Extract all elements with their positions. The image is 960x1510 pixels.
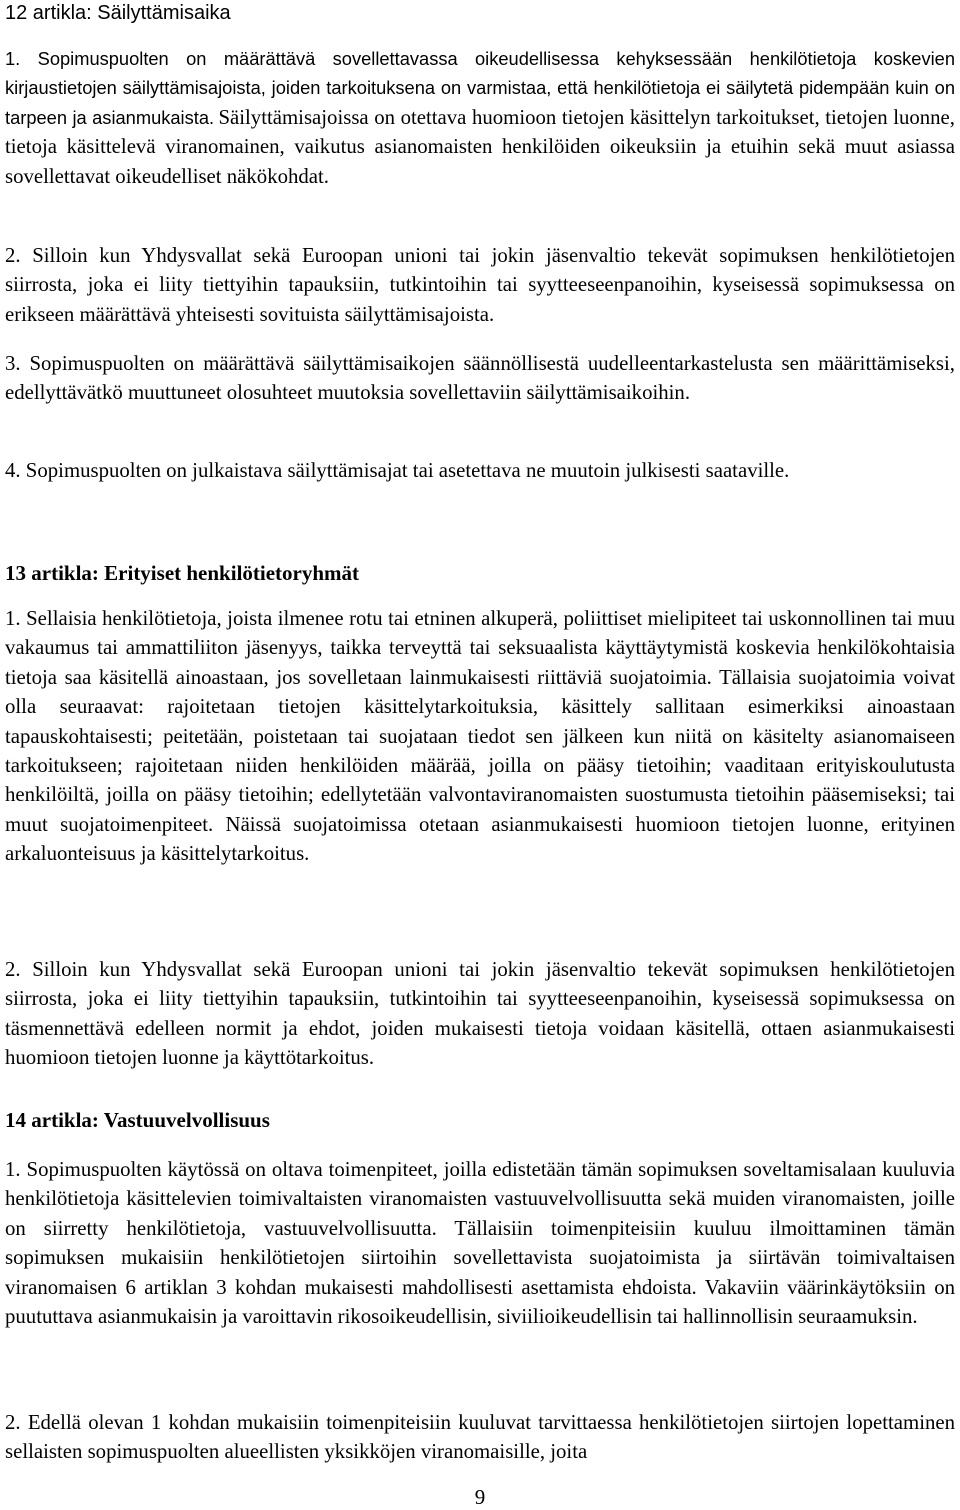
- paragraph-13-2: 2. Silloin kun Yhdysvallat sekä Euroopan unioni tai jokin jäsenvaltio tekevät sopimuksen henkilötietojen siirrosta, joka ei liity tiettyihin tapauksiin, tutkintoihin tai syytteeseenpanoihin, kyseisessä sopimuksessa on täsmennettävä edelleen normit ja ehdot, joiden mukaisesti tietoja voidaan käsitellä, ottaen asianmukaisesti huomioon tietojen luonne ja käyttötarkoitus.: [5, 958, 955, 1070]
- paragraph-12-4: 4. Sopimuspuolten on julkaistava säilyttämisajat tai asetettava ne muutoin julkisesti saataville.: [5, 459, 790, 482]
- paragraph-12-1-part-a: 1. Sopimuspuolten on määrättävä sovellettavassa oikeudellisessa kehyksessään henkilötietoja koskevien kirjaustietojen säilyttämisajoista, joiden tarkoituksena on varmistaa, että henkilötietoja ei säilytetä pidempään kuin on tarpeen ja asianmukaista.: [5, 48, 955, 128]
- paragraph-14-1: 1. Sopimuspuolten käytössä on oltava toimenpiteet, joilla edistetään tämän sopimuksen soveltamisalaan kuuluvia henkilötietoja käsittelevien toimivaltaisten viranomaisten vastuuvelvollisuutta sekä muiden viranomaisten, joille on siirretty henkilötietoja, vastuuvelvollisuutta. Tällaisiin toimenpiteisiin kuuluu ilmoittaminen tämän sopimuksen mukaisiin henkilötietojen siirtoihin sovellettavista suojatoimista ja siirtävän toimivaltaisen viranomaisen 6 artiklan 3 kohdan mukaisesti mahdollisesti asettamista ehdoista. Vakaviin väärinkäytöksiin on puututtava asianmukaisin ja varoittavin rikosoikeudellisin, siviilioikeudellisin tai hallinnollisin seuraamuksin.: [5, 1158, 955, 1329]
- section-heading-14: 14 artikla: Vastuuvelvollisuus: [5, 1108, 270, 1132]
- paragraph-14-2: 2. Edellä olevan 1 kohdan mukaisiin toimenpiteisiin kuuluvat tarvittaessa henkilötietojen siirtojen lopettaminen sellaisten sopimuspuolten alueellisten yksikköjen viranomaisille, joita: [5, 1411, 955, 1464]
- paragraph-13-1: 1. Sellaisia henkilötietoja, joista ilmenee rotu tai etninen alkuperä, poliittiset mielipiteet tai uskonnollinen tai muu vakaumus tai ammattiliiton jäsenyys, taikka terveyttä tai seksuaalista käyttäytymistä koskevia henkilökohtaisia tietoja saa käsitellä ainoastaan, jos sovelletaan lainmukaisesti riittäviä suojatoimia. Tällaisia suojatoimia voivat olla seuraavat: rajoitetaan tietojen käsittelytarkoituksia, käsittely sallitaan esimerkiksi ainoastaan tapauskohtaisesti; peitetään, poistetaan tai suojataan tiedot sen jälkeen kun niitä on käsitelty asianomaiseen tarkoitukseen; rajoitetaan niiden henkilöiden määrää, joilla on pääsy tietoihin; vaaditaan erityiskoulutusta henkilöiltä, joilla on pääsy tietoihin; edellytetään valvontaviranomaisten suostumusta tietoihin pääsemiseksi; tai muut suojatoimenpiteet. Näissä suojatoimissa otetaan asianmukaisesti huomioon tietojen luonne, erityinen arkaluonteisuus ja käsittelytarkoitus.: [5, 607, 955, 866]
- paragraph-12-2: 2. Silloin kun Yhdysvallat sekä Euroopan unioni tai jokin jäsenvaltio tekevät sopimuksen henkilötietojen siirrosta, joka ei liity tiettyihin tapauksiin, tutkintoihin tai syytteeseenpanoihin, kyseisessä sopimuksessa on erikseen määrättävä yhteisesti sovituista säilyttämisajoista.: [5, 244, 955, 326]
- paragraph-12-1: [5, 44, 955, 191]
- page-number: 9: [474, 1485, 486, 1509]
- paragraph-12-1-part-b: Säilyttämisajoissa on otettava huomioon tietojen käsittelyn tarkoitukset, tietojen luonne, tietoja käsittelevä viranomainen, vaikutus asianomaisten henkilöiden oikeuksiin ja etuihin sekä muut asiassa sovellettavat oikeudelliset näkökohdat.: [5, 105, 955, 188]
- section-heading-13: 13 artikla: Erityiset henkilötietoryhmät: [5, 561, 360, 585]
- paragraph-12-3: 3. Sopimuspuolten on määrättävä säilyttämisaikojen säännöllisestä uudelleentarkastelusta sen määrittämiseksi, edellyttävätkö muuttuneet olosuhteet muutoksia sovellettaviin säilyttämisaikoihin.: [5, 352, 955, 405]
- section-heading-12: 12 artikla: Säilyttämisaika: [5, 2, 231, 24]
